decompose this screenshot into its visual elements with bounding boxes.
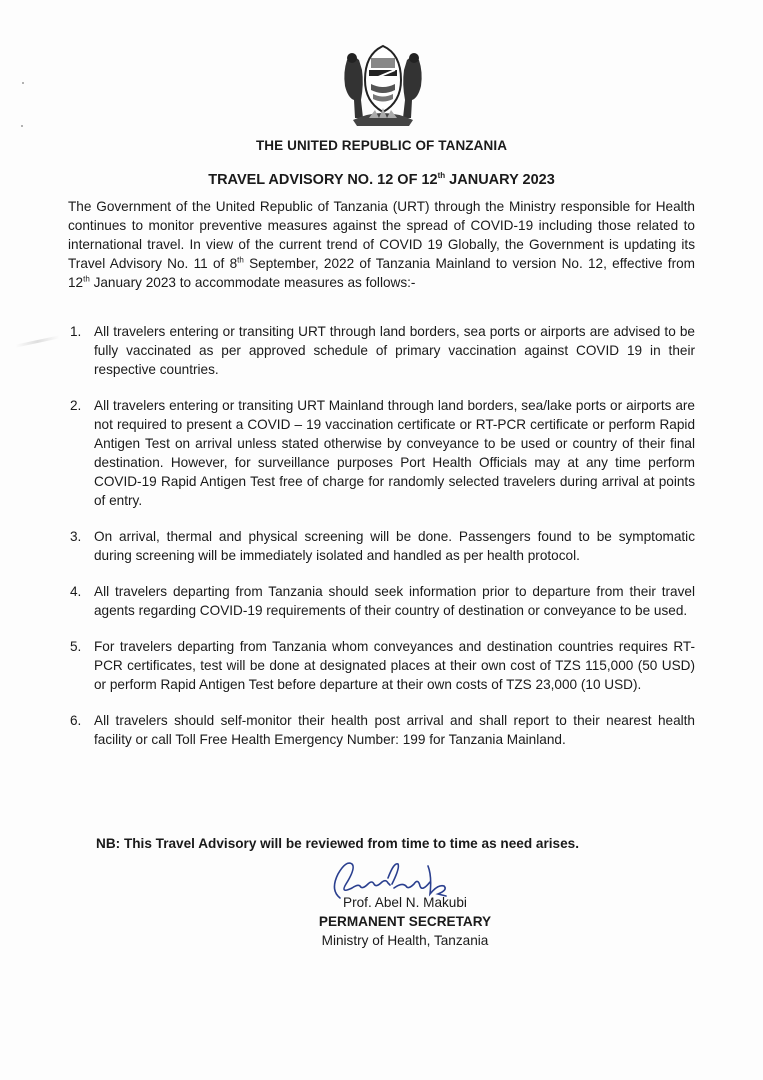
advisory-title-sup: th: [437, 171, 446, 181]
intro-sup: th: [83, 274, 90, 284]
signatory-office: Ministry of Health, Tanzania: [321, 933, 489, 948]
item-number: 1.: [70, 324, 82, 339]
signatory-block: [290, 893, 520, 950]
signatory-title: PERMANENT SECRETARY: [318, 914, 492, 929]
intro-paragraph: [68, 197, 695, 292]
scan-speck: [21, 125, 23, 127]
measure-item: [68, 527, 695, 565]
item-text: On arrival, thermal and physical screening will be done. Passengers found to be symptomatic during screening will be immediately isolated and handled as per health protocol.: [94, 529, 695, 563]
intro-text: January 2023 to accommodate measures as follows:-: [89, 275, 416, 290]
advisory-title-suffix: JANUARY 2023: [445, 172, 555, 188]
item-number: 4.: [70, 584, 82, 599]
measure-item: [68, 637, 695, 694]
coat-of-arms-icon: [333, 40, 433, 130]
item-text: All travelers entering or transiting URT through land borders, sea ports or airports are advised to be fully vaccinated as per approved schedule of primary vaccination against COVID 19 in their respective countries.: [94, 324, 695, 377]
item-text: For travelers departing from Tanzania whom conveyances and destination countries requires RT- PCR certificates, test will be done at designated places at their own cost of TZS 115,000 (50 USD) or perform Rapid Antigen Test before departure at their own costs of TZS 23,000 (10 USD).: [94, 639, 695, 692]
measure-item: [68, 396, 695, 510]
measure-item: [68, 711, 695, 749]
signatory-name: Prof. Abel N. Makubi: [343, 895, 467, 910]
country-heading: THE UNITED REPUBLIC OF TANZANIA: [255, 138, 508, 153]
item-text: All travelers entering or transiting URT Mainland through land borders, sea/lake ports or airports are not required to present a COVID – 19 vaccination certificate or RT-PCR certificate or perform Rapid Antigen Test on arrival unless stated otherwise by conveyance to be used or country of their final destination. However, for surveillance purposes Port Health Officials may at any time perform COVID-19 Rapid Antigen Test free of charge for randomly selected travelers during arrival at points of entry.: [94, 398, 695, 508]
item-number: 5.: [70, 639, 82, 654]
intro-text: September, 2022 of Tanzania Mainland to version No. 12, effective from 12: [68, 256, 695, 290]
item-number: 2.: [70, 398, 82, 413]
scan-smudge: [15, 335, 60, 347]
measure-item: [68, 582, 695, 620]
intro-sup: th: [237, 255, 244, 265]
measure-item: [68, 322, 695, 379]
item-text: All travelers should self-monitor their health post arrival and shall report to their nearest health facility or call Toll Free Health Emergency Number: 199 for Tanzania Mainland.: [94, 713, 695, 747]
advisory-title-prefix: TRAVEL ADVISORY NO. 12 OF 12: [208, 172, 438, 188]
advisory-title: [0, 172, 763, 188]
item-number: 3.: [70, 529, 82, 544]
nb-note: NB: This Travel Advisory will be reviewed from time to time as need arises.: [96, 836, 579, 851]
item-text: All travelers departing from Tanzania should seek information prior to departure from their travel agents regarding COVID-19 requirements of their country of destination or conveyance to be used.: [94, 584, 695, 618]
measures-list: [68, 322, 695, 766]
item-number: 6.: [70, 713, 82, 728]
scan-speck: [22, 82, 24, 84]
intro-text: The Government of the United Republic of Tanzania (URT) through the Ministry responsible for Health continues to monitor preventive measures against the spread of COVID-19 including those related to international travel. In view of the current trend of COVID 19 Globally, the Government is updating its Travel Advisory No. 11 of 8: [68, 199, 695, 271]
